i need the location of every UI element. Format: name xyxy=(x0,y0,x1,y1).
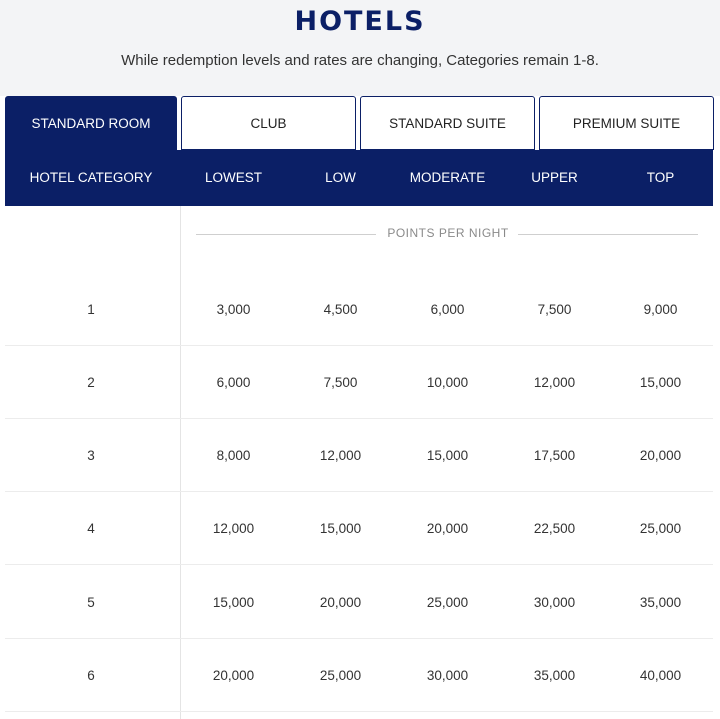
category-cell: 5 xyxy=(87,595,95,610)
points-cell-moderate: 20,000 xyxy=(426,521,469,536)
points-cell-moderate: 15,000 xyxy=(426,448,469,463)
column-header-moderate: MODERATE xyxy=(409,170,486,185)
points-cell-upper: 7,500 xyxy=(537,302,572,317)
points-label-rule-right xyxy=(518,234,698,235)
table-row xyxy=(5,639,713,712)
points-cell-lowest: 8,000 xyxy=(216,448,251,463)
points-cell-top: 9,000 xyxy=(643,302,678,317)
tab-premium-suite[interactable]: PREMIUM SUITE xyxy=(539,96,714,150)
points-cell-moderate: 10,000 xyxy=(426,375,469,390)
points-cell-upper: 17,500 xyxy=(533,448,576,463)
points-cell-lowest: 3,000 xyxy=(216,302,251,317)
points-cell-upper: 35,000 xyxy=(533,668,576,683)
category-cell: 3 xyxy=(87,448,95,463)
points-cell-top: 40,000 xyxy=(639,668,682,683)
points-cell-lowest: 6,000 xyxy=(216,375,251,390)
row-divider xyxy=(5,711,713,712)
table-row xyxy=(5,346,713,419)
column-header-low: LOW xyxy=(325,170,356,185)
column-header-row xyxy=(5,150,713,206)
column-header-top: TOP xyxy=(646,170,675,185)
category-cell: 6 xyxy=(87,668,95,683)
points-cell-top: 35,000 xyxy=(639,595,682,610)
points-cell-moderate: 25,000 xyxy=(426,595,469,610)
table-row xyxy=(5,566,713,639)
table-row xyxy=(5,492,713,565)
points-cell-upper: 12,000 xyxy=(533,375,576,390)
points-cell-low: 15,000 xyxy=(319,521,362,536)
points-cell-top: 25,000 xyxy=(639,521,682,536)
points-cell-low: 4,500 xyxy=(323,302,358,317)
category-cell: 2 xyxy=(87,375,95,390)
points-cell-lowest: 20,000 xyxy=(212,668,255,683)
points-cell-lowest: 12,000 xyxy=(212,521,255,536)
column-header-upper: UPPER xyxy=(531,170,578,185)
points-cell-low: 25,000 xyxy=(319,668,362,683)
points-label-rule-left xyxy=(196,234,376,235)
points-cell-low: 12,000 xyxy=(319,448,362,463)
tab-standard-suite[interactable]: STANDARD SUITE xyxy=(360,96,535,150)
points-cell-upper: 30,000 xyxy=(533,595,576,610)
points-cell-low: 7,500 xyxy=(323,375,358,390)
points-cell-top: 20,000 xyxy=(639,448,682,463)
points-cell-top: 15,000 xyxy=(639,375,682,390)
points-cell-moderate: 30,000 xyxy=(426,668,469,683)
row-divider xyxy=(5,564,713,565)
page-title: HOTELS xyxy=(294,6,426,37)
table-row xyxy=(5,419,713,492)
tab-standard-room[interactable]: STANDARD ROOM xyxy=(5,96,177,150)
column-header-hotel-category: HOTEL CATEGORY xyxy=(29,170,153,185)
points-per-night-label: POINTS PER NIGHT xyxy=(387,226,509,240)
category-cell: 4 xyxy=(87,521,95,536)
points-cell-moderate: 6,000 xyxy=(430,302,465,317)
points-cell-low: 20,000 xyxy=(319,595,362,610)
tab-club[interactable]: CLUB xyxy=(181,96,356,150)
page-subtitle: While redemption levels and rates are changing, Categories remain 1-8. xyxy=(121,52,599,69)
category-cell: 1 xyxy=(87,302,95,317)
column-header-lowest: LOWEST xyxy=(204,170,262,185)
points-cell-lowest: 15,000 xyxy=(212,595,255,610)
page-header xyxy=(0,0,720,96)
table-row xyxy=(5,273,713,346)
points-cell-upper: 22,500 xyxy=(533,521,576,536)
